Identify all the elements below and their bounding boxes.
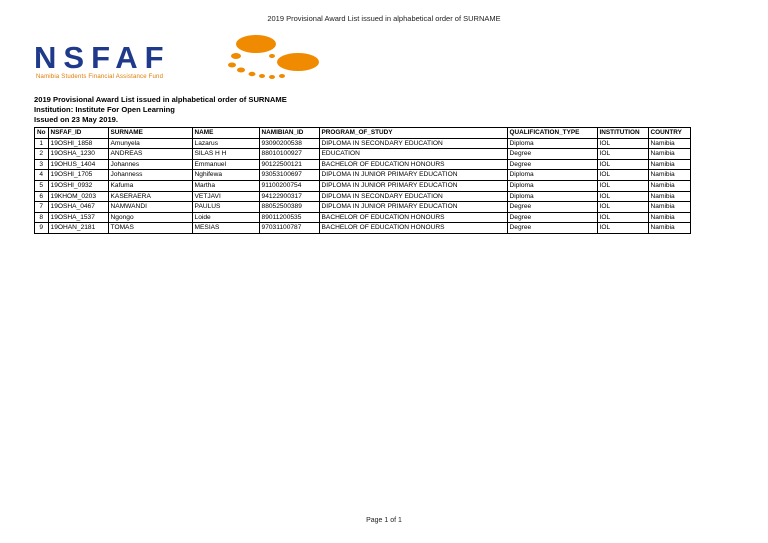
institution-line: Institution: Institute For Open Learning [34,105,175,114]
nsfaf-logo [34,34,324,86]
table-cell: DIPLOMA IN JUNIOR PRIMARY EDUCATION [319,170,507,181]
table-cell: Diploma [507,180,597,191]
table-row [35,223,691,234]
table-cell: 89011200535 [259,212,319,223]
table-cell: 3 [35,159,49,170]
table-cell: IOL [597,149,648,160]
table-cell: Johannes [108,159,192,170]
table-cell: TOMAS [108,223,192,234]
column-header: NAMIBIAN_ID [259,128,319,139]
table-cell: Namibia [648,223,690,234]
table-cell: Amunyela [108,138,192,149]
table-cell: Nghifewa [192,170,259,181]
column-header: PROGRAM_OF_STUDY [319,128,507,139]
table-cell: Namibia [648,138,690,149]
table-cell: Namibia [648,202,690,213]
table-cell: 19OHUS_1404 [48,159,108,170]
column-header: COUNTRY [648,128,690,139]
table-row [35,202,691,213]
table-cell: 4 [35,170,49,181]
table-cell: Degree [507,159,597,170]
logo-wordmark: NSFAF [34,40,171,75]
table-cell: DIPLOMA IN JUNIOR PRIMARY EDUCATION [319,180,507,191]
table-cell: KASERAERA [108,191,192,202]
issued-date: Issued on 23 May 2019. [34,115,118,124]
table-cell: 88010100927 [259,149,319,160]
page-footer: Page 1 of 1 [366,517,402,524]
table-cell: 90122500121 [259,159,319,170]
table-cell: Degree [507,202,597,213]
column-header: SURNAME [108,128,192,139]
table-cell: Namibia [648,149,690,160]
document-title: 2019 Provisional Award List issued in alphabetical order of SURNAME [34,95,287,104]
table-cell: 19OHAN_2181 [48,223,108,234]
document-heading [34,95,287,125]
table-cell: 93090200538 [259,138,319,149]
table-cell: PAULUS [192,202,259,213]
table-cell: Degree [507,149,597,160]
table-cell: IOL [597,159,648,170]
table-cell: 7 [35,202,49,213]
table-cell: Loide [192,212,259,223]
page-header: 2019 Provisional Award List issued in alphabetical order of SURNAME [267,14,501,23]
column-header: No [35,128,49,139]
table-cell: Lazarus [192,138,259,149]
table-cell: BACHELOR OF EDUCATION HONOURS [319,212,507,223]
table-cell: Namibia [648,159,690,170]
table-cell: 19OSHA_0467 [48,202,108,213]
table-cell: 5 [35,180,49,191]
table-cell: EDUCATION [319,149,507,160]
table-row [35,149,691,160]
table-cell: 88052500389 [259,202,319,213]
table-cell: 97031100787 [259,223,319,234]
table-cell: 19OSHI_0932 [48,180,108,191]
table-cell: 19OSHI_1705 [48,170,108,181]
table-cell: BACHELOR OF EDUCATION HONOURS [319,159,507,170]
table-cell: 94122900317 [259,191,319,202]
table-cell: IOL [597,223,648,234]
table-cell: Emmanuel [192,159,259,170]
table-cell: BACHELOR OF EDUCATION HONOURS [319,223,507,234]
table-row [35,170,691,181]
table-header-row [35,128,691,139]
table-cell: Johanness [108,170,192,181]
table-cell: 6 [35,191,49,202]
logo-subtitle: Namibia Students Financial Assistance Fund [36,74,164,80]
table-cell: Namibia [648,212,690,223]
table-cell: Diploma [507,191,597,202]
award-list-table [34,127,691,234]
table-cell: DIPLOMA IN SECONDARY EDUCATION [319,191,507,202]
column-header: NAME [192,128,259,139]
table-cell: 19KHOM_0203 [48,191,108,202]
table-cell: Diploma [507,138,597,149]
table-cell: IOL [597,212,648,223]
table-cell: IOL [597,191,648,202]
table-cell: SILAS H H [192,149,259,160]
column-header: INSTITUTION [597,128,648,139]
table-cell: IOL [597,138,648,149]
table-cell: 19OSHA_1537 [48,212,108,223]
table-cell: IOL [597,180,648,191]
table-cell: 8 [35,212,49,223]
table-cell: ANDREAS [108,149,192,160]
table-cell: Namibia [648,191,690,202]
table-cell: 1 [35,138,49,149]
table-row [35,180,691,191]
table-row [35,138,691,149]
column-header: QUALIFICATION_TYPE [507,128,597,139]
table-cell: DIPLOMA IN JUNIOR PRIMARY EDUCATION [319,202,507,213]
table-cell: DIPLOMA IN SECONDARY EDUCATION [319,138,507,149]
table-cell: 93053100697 [259,170,319,181]
table-row [35,159,691,170]
column-header: NSFAF_ID [48,128,108,139]
table-cell: Degree [507,212,597,223]
table-cell: Kafuma [108,180,192,191]
table-cell: Martha [192,180,259,191]
table-cell: Ngongo [108,212,192,223]
table-cell: MESIAS [192,223,259,234]
table-row [35,212,691,223]
table-cell: IOL [597,202,648,213]
table-cell: Namibia [648,180,690,191]
table-cell: 9 [35,223,49,234]
table-cell: VETJAVI [192,191,259,202]
table-cell: 19OSHI_1858 [48,138,108,149]
logo-dots-icon [214,34,324,84]
table-cell: Degree [507,223,597,234]
table-cell: Namibia [648,170,690,181]
table-cell: IOL [597,170,648,181]
table-cell: Diploma [507,170,597,181]
table-body [35,138,691,233]
table-cell: NAMWANDI [108,202,192,213]
table-cell: 19OSHA_1230 [48,149,108,160]
table-cell: 91100200754 [259,180,319,191]
table-row [35,191,691,202]
table-cell: 2 [35,149,49,160]
